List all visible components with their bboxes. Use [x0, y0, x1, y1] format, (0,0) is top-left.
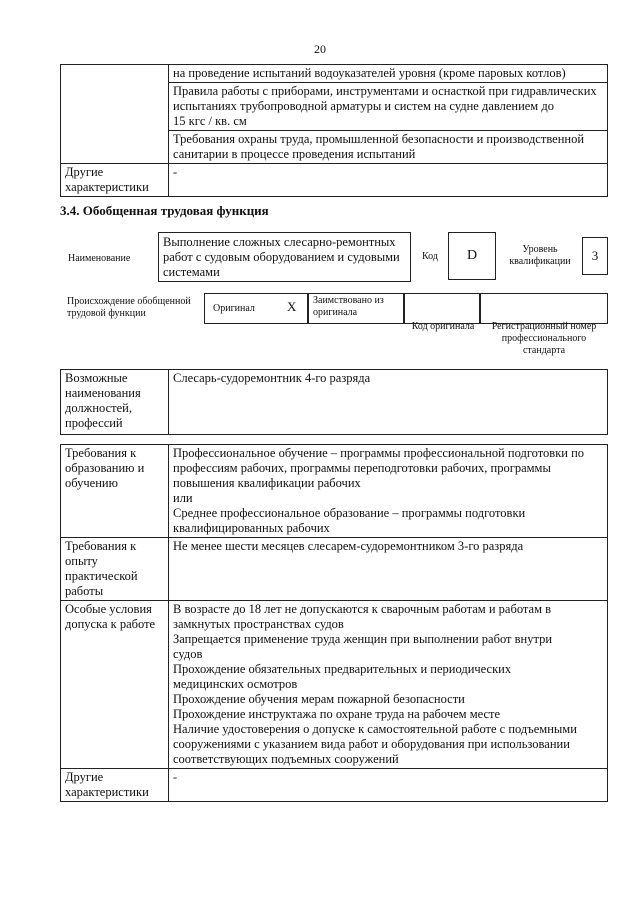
- requirements-table: [60, 444, 608, 802]
- original-code-cell: [404, 293, 480, 324]
- level-value-box: 3: [582, 237, 608, 275]
- table-cell: -: [169, 769, 608, 802]
- code-caption: Код оригинала: [411, 321, 475, 332]
- table-cell: -: [169, 164, 608, 197]
- row-label: Другие характеристики: [61, 769, 169, 802]
- row-label: Требования к опыту практической работы: [61, 538, 169, 601]
- continuation-table: [60, 64, 608, 197]
- code-label: Код: [422, 251, 438, 262]
- table-cell: Профессиональное обучение – программы профессиональной подготовки по профессиям рабочих, программы переподготовки рабочих, программы повышения квалификации рабочих или Среднее профессиональное образование – программы подготовки квалифицированных рабочих: [169, 445, 608, 538]
- table-row: [61, 65, 608, 83]
- function-name-box: Выполнение сложных слесарно-ремонтных работ с судовым оборудованием и судовыми системами: [158, 232, 411, 282]
- reg-number-cell: [480, 293, 608, 324]
- positions-table: [60, 369, 608, 435]
- origin-row: [204, 293, 608, 324]
- table-cell: Требования охраны труда, промышленной безопасности и производственной санитарии в процессе проведения испытаний: [169, 131, 608, 164]
- table-cell: В возрасте до 18 лет не допускаются к сварочным работам и работам в замкнутых пространствах судов Запрещается применение труда женщин при выполнении работ внутри судов Прохождение обязательных предварительных и периодических медицинских осмотров Прохождение обучения мерам пожарной безопасности Прохождение инструктажа по охране труда на рабочем месте Наличие удостоверения о допуске к самостоятельной работе с подъемными сооружениями с указанием вида работ и оборудования при использовании соответствующих подъемных сооружений: [169, 601, 608, 769]
- borrowed-cell: Заимствовано из оригинала: [308, 293, 404, 324]
- original-mark: X: [287, 299, 297, 314]
- row-label: Особые условия допуска к работе: [61, 601, 169, 769]
- table-cell: Не менее шести месяцев слесарем-судоремонтником 3-го разряда: [169, 538, 608, 601]
- reg-caption: Регистрационный номер профессионального стандарта: [491, 321, 597, 356]
- origin-label: Происхождение обобщенной трудовой функции: [67, 296, 191, 319]
- row-label: Другие характеристики: [61, 164, 169, 197]
- row-label: Требования к образованию и обучению: [61, 445, 169, 538]
- table-row: [61, 370, 608, 435]
- table-cell-empty: [61, 65, 169, 164]
- table-cell: Слесарь-судоремонтник 4-го разряда: [169, 370, 608, 435]
- table-row: [61, 769, 608, 802]
- section-title: 3.4. Обобщенная трудовая функция: [60, 203, 269, 218]
- table-row: [61, 164, 608, 197]
- row-label: Возможные наименования должностей, профессий: [61, 370, 169, 435]
- name-label: Наименование: [68, 253, 131, 264]
- table-row: [61, 445, 608, 538]
- table-cell: на проведение испытаний водоуказателей уровня (кроме паровых котлов): [169, 65, 608, 83]
- table-row: [61, 538, 608, 601]
- original-cell: [204, 293, 308, 324]
- code-value-box: D: [448, 232, 496, 280]
- level-label: Уровень квалификации: [509, 244, 571, 267]
- page-number: 20: [314, 42, 326, 56]
- table-row: [61, 601, 608, 769]
- table-cell: Правила работы с приборами, инструментами и оснасткой при гидравлических испытаниях трубопроводной арматуры и систем на судне давлением до 15 кгс / кв. см: [169, 83, 608, 131]
- original-label: Оригинал: [213, 303, 255, 314]
